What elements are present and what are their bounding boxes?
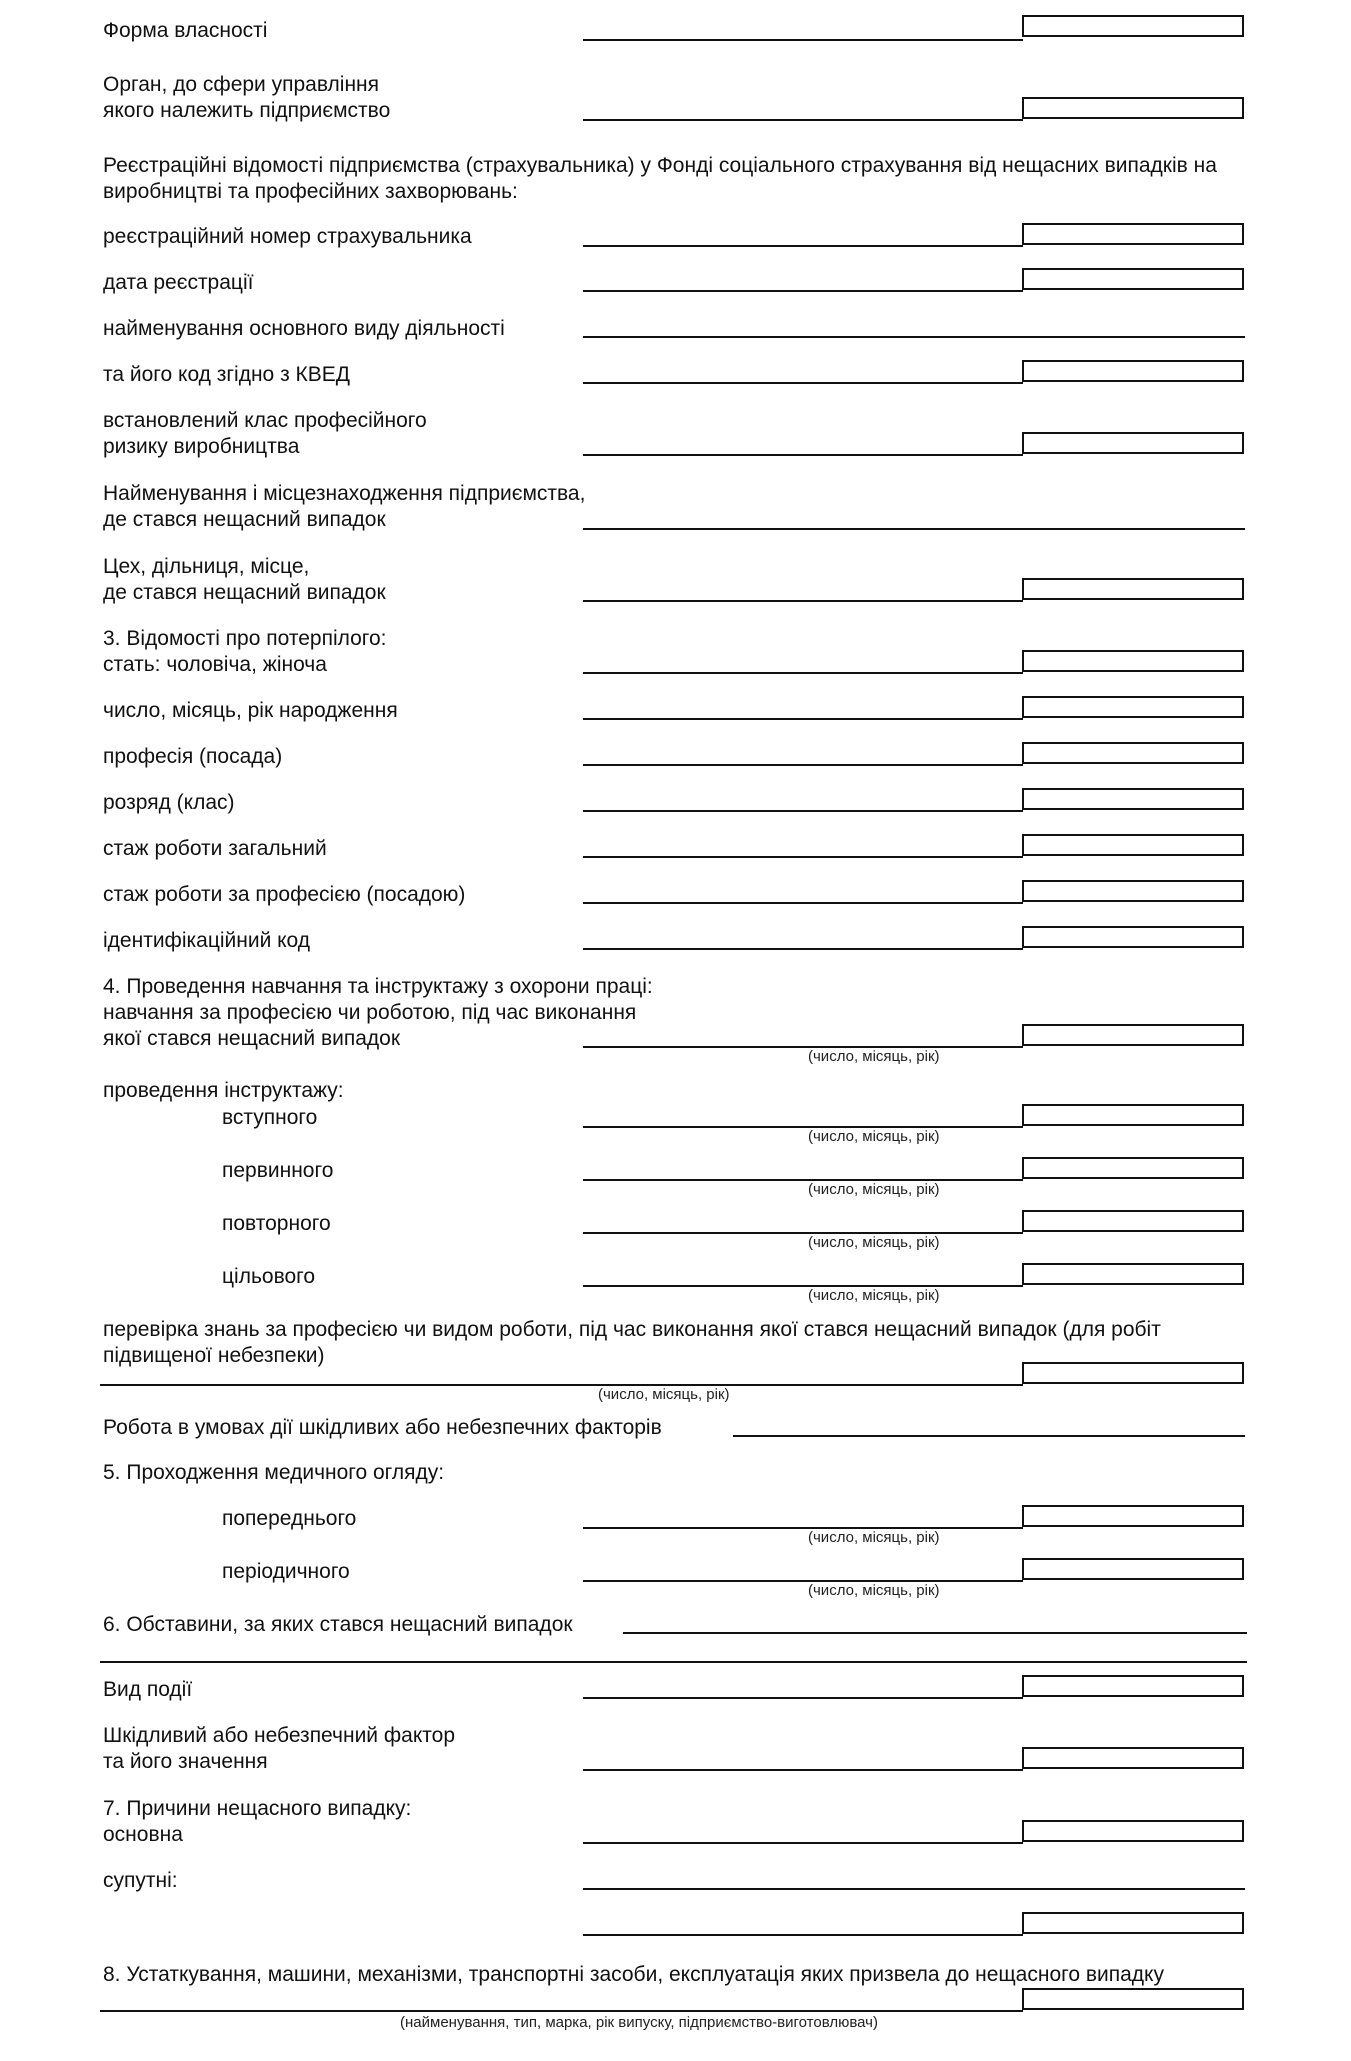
equipment-box[interactable] <box>1022 1988 1244 2010</box>
training-box[interactable] <box>1022 1024 1244 1046</box>
reg-number-line[interactable] <box>583 245 1023 247</box>
id-code-box[interactable] <box>1022 926 1244 948</box>
victim-header: 3. Відомості про потерпілого: стать: чоловіча, жіноча <box>103 627 387 676</box>
periodic-label: періодичного <box>222 1560 350 1583</box>
id-code-line[interactable] <box>583 948 1023 950</box>
workshop-label: Цех, дільниця, місце, де стався нещасний випадок <box>103 555 386 604</box>
training-header: 4. Проведення навчання та інструктажу з охорони праці: навчання за професією чи роботою, під час виконання якої стався нещасний випадок <box>103 975 653 1050</box>
risk-class-label: встановлений клас професійного ризику виробництва <box>103 409 427 458</box>
experience-total-box[interactable] <box>1022 834 1244 856</box>
experience-profession-box[interactable] <box>1022 880 1244 902</box>
periodic-line[interactable] <box>583 1580 1023 1582</box>
experience-profession-line[interactable] <box>583 902 1023 904</box>
workshop-box[interactable] <box>1022 578 1244 600</box>
main-cause-line[interactable] <box>583 1842 1023 1844</box>
ownership-label: Форма власності <box>103 19 268 42</box>
medical-header: 5. Проходження медичного огляду: <box>103 1461 445 1484</box>
main-cause-box[interactable] <box>1022 1820 1244 1842</box>
periodic-date-caption: (число, місяць, рік) <box>808 1582 940 1599</box>
kved-code-line[interactable] <box>583 382 1023 384</box>
repeated-label: повторного <box>222 1212 331 1235</box>
authority-label: Орган, до сфери управління якого належить підприємство <box>103 73 391 122</box>
enterprise-location-line[interactable] <box>583 528 1245 530</box>
preliminary-label: попереднього <box>222 1507 357 1530</box>
concomitant-line-1[interactable] <box>583 1888 1245 1890</box>
gender-box[interactable] <box>1022 650 1244 672</box>
primary-label: первинного <box>222 1159 334 1182</box>
concomitant-label: супутні: <box>103 1869 178 1892</box>
profession-line[interactable] <box>583 764 1023 766</box>
training-line[interactable] <box>583 1046 1023 1048</box>
authority-code-box[interactable] <box>1022 97 1244 119</box>
reg-number-box[interactable] <box>1022 223 1244 245</box>
kved-code-box[interactable] <box>1022 360 1244 382</box>
grade-label: розряд (клас) <box>103 791 235 814</box>
introductory-label: вступного <box>222 1106 318 1129</box>
equipment-line[interactable] <box>100 2010 1023 2012</box>
knowledge-check-date-caption: (число, місяць, рік) <box>598 1386 730 1403</box>
risk-class-box[interactable] <box>1022 432 1244 454</box>
knowledge-check-label: перевірка знань за професією чи видом роботи, під час виконання якої стався нещасний випадок (для робіт підвищеної небезпеки) <box>103 1318 1161 1367</box>
birth-date-label: число, місяць, рік народження <box>103 699 398 722</box>
reg-number-label: реєстраційний номер страхувальника <box>103 225 472 248</box>
reg-date-label: дата реєстрації <box>103 271 254 294</box>
profession-label: професія (посада) <box>103 745 283 768</box>
knowledge-check-line[interactable] <box>100 1384 1023 1386</box>
experience-profession-label: стаж роботи за професією (посадою) <box>103 883 466 906</box>
experience-total-label: стаж роботи загальний <box>103 837 327 860</box>
reg-date-box[interactable] <box>1022 268 1244 290</box>
id-code-label: ідентифікаційний код <box>103 929 311 952</box>
registration-intro: Реєстраційні відомості підприємства (страхувальника) у Фонді соціального страхування від нещасних випадків на виробництві та професійних захворювань: <box>103 154 1217 203</box>
knowledge-check-box[interactable] <box>1022 1362 1244 1384</box>
authority-field-line[interactable] <box>583 119 1023 121</box>
targeted-date-caption: (число, місяць, рік) <box>808 1287 940 1304</box>
repeated-box[interactable] <box>1022 1210 1244 1232</box>
targeted-label: цільового <box>222 1265 316 1288</box>
event-type-line[interactable] <box>583 1697 1023 1699</box>
repeated-date-caption: (число, місяць, рік) <box>808 1234 940 1251</box>
introductory-line[interactable] <box>583 1126 1023 1128</box>
enterprise-location-label: Найменування і місцезнаходження підприємства, де стався нещасний випадок <box>103 482 586 531</box>
equipment-caption: (найменування, тип, марка, рік випуску, підприємство-виготовлювач) <box>400 2014 878 2031</box>
repeated-line[interactable] <box>583 1232 1023 1234</box>
event-type-label: Вид події <box>103 1678 193 1701</box>
concomitant-box[interactable] <box>1022 1912 1244 1934</box>
event-type-box[interactable] <box>1022 1675 1244 1697</box>
gender-line[interactable] <box>583 672 1023 674</box>
introductory-box[interactable] <box>1022 1104 1244 1126</box>
introductory-date-caption: (число, місяць, рік) <box>808 1128 940 1145</box>
preliminary-date-caption: (число, місяць, рік) <box>808 1529 940 1546</box>
instruction-header: проведення інструктажу: <box>103 1079 344 1102</box>
grade-line[interactable] <box>583 810 1023 812</box>
equipment-label: 8. Устаткування, машини, механізми, транспортні засоби, експлуатація яких призвела до нещасного випадку <box>103 1963 1164 1986</box>
hazard-work-label: Робота в умовах дії шкідливих або небезпечних факторів <box>103 1416 662 1439</box>
harmful-factor-label: Шкідливий або небезпечний фактор та його значення <box>103 1724 455 1773</box>
preliminary-box[interactable] <box>1022 1505 1244 1527</box>
preliminary-line[interactable] <box>583 1527 1023 1529</box>
primary-line[interactable] <box>583 1179 1023 1181</box>
reg-date-line[interactable] <box>583 290 1023 292</box>
grade-box[interactable] <box>1022 788 1244 810</box>
activity-name-line[interactable] <box>583 336 1245 338</box>
experience-total-line[interactable] <box>583 856 1023 858</box>
birth-date-box[interactable] <box>1022 696 1244 718</box>
targeted-box[interactable] <box>1022 1263 1244 1285</box>
profession-box[interactable] <box>1022 742 1244 764</box>
ownership-code-box[interactable] <box>1022 15 1244 37</box>
activity-name-label: найменування основного виду діяльності <box>103 317 505 340</box>
birth-date-line[interactable] <box>583 718 1023 720</box>
targeted-line[interactable] <box>583 1285 1023 1287</box>
workshop-line[interactable] <box>583 600 1023 602</box>
harmful-factor-line[interactable] <box>583 1769 1023 1771</box>
causes-header: 7. Причини нещасного випадку: основна <box>103 1797 412 1846</box>
training-date-caption: (число, місяць, рік) <box>808 1048 940 1065</box>
kved-code-label: та його код згідно з КВЕД <box>103 363 350 386</box>
circumstances-line-1[interactable] <box>623 1632 1247 1634</box>
primary-box[interactable] <box>1022 1157 1244 1179</box>
primary-date-caption: (число, місяць, рік) <box>808 1181 940 1198</box>
circumstances-line-2[interactable] <box>100 1661 1247 1663</box>
circumstances-label: 6. Обставини, за яких стався нещасний випадок <box>103 1613 573 1636</box>
ownership-field-line[interactable] <box>583 39 1023 41</box>
concomitant-line-2[interactable] <box>583 1934 1023 1936</box>
hazard-work-line[interactable] <box>733 1435 1245 1437</box>
risk-class-line[interactable] <box>583 454 1023 456</box>
harmful-factor-box[interactable] <box>1022 1747 1244 1769</box>
periodic-box[interactable] <box>1022 1558 1244 1580</box>
